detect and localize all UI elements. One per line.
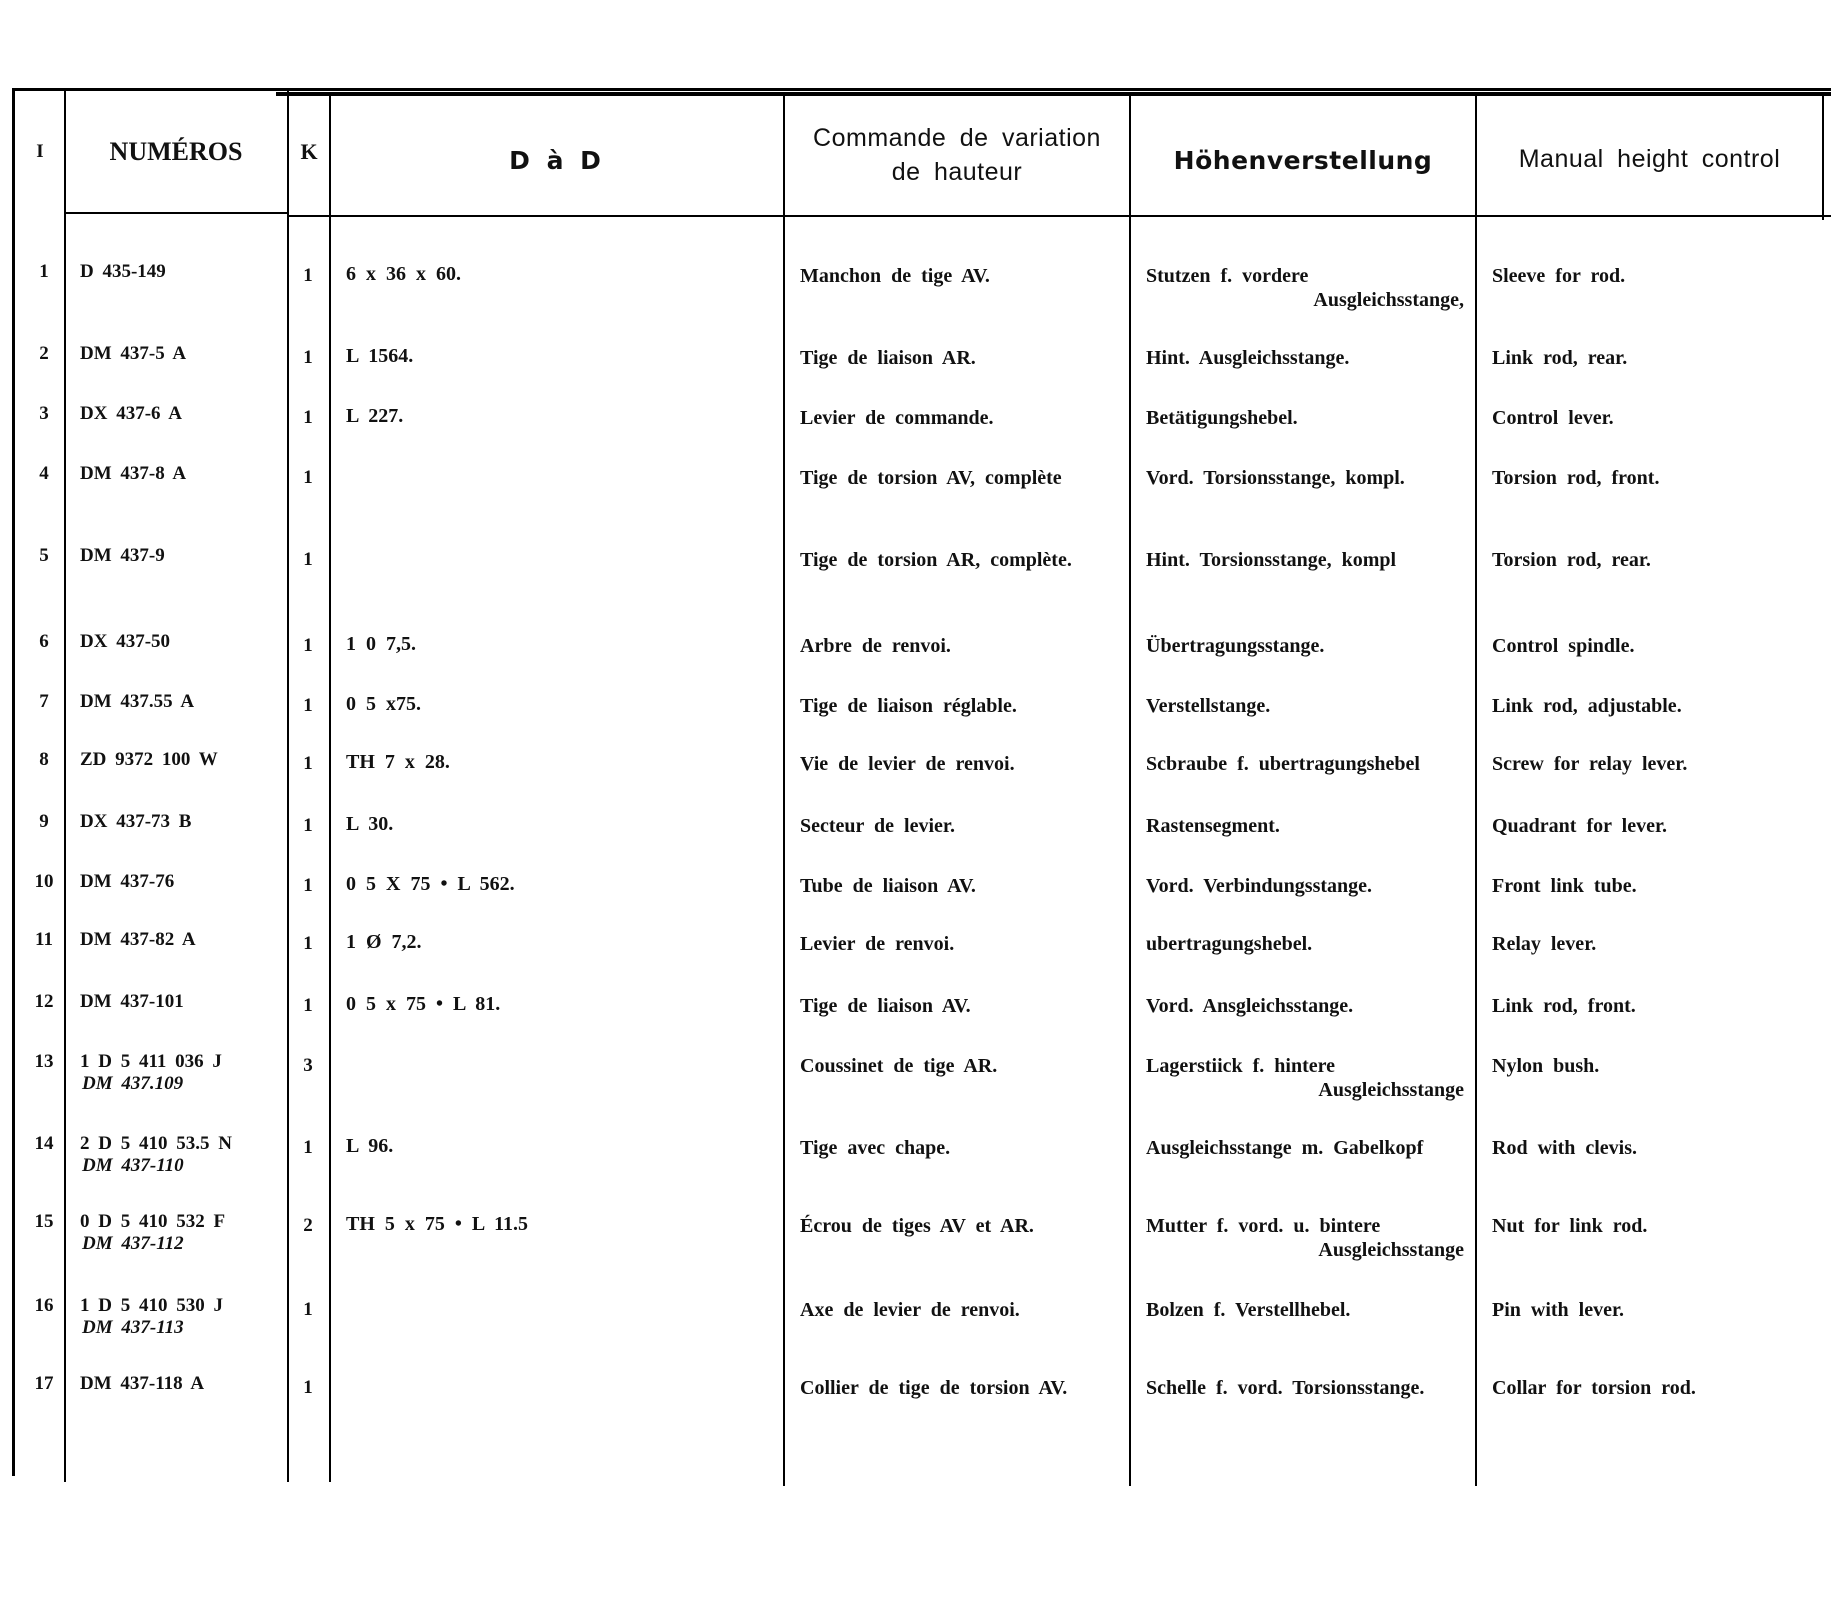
part-number: DM 437-76 xyxy=(80,871,175,892)
description-french: Axe de levier de renvoi. xyxy=(800,1299,1020,1321)
part-number: 1 D 5 410 530 J xyxy=(80,1295,223,1316)
dimensions: 1 Ø 7,2. xyxy=(346,931,422,953)
row-number: 2 xyxy=(39,343,49,364)
quantity: 1 xyxy=(303,875,313,896)
description-english: Front link tube. xyxy=(1492,875,1637,897)
row-number: 5 xyxy=(39,545,49,566)
col-divider-4 xyxy=(783,96,785,1486)
col-divider-2 xyxy=(287,88,289,1482)
dimensions: L 1564. xyxy=(346,345,414,367)
quantity: 1 xyxy=(303,995,313,1016)
row-number: 9 xyxy=(39,811,49,832)
quantity: 1 xyxy=(303,815,313,836)
row-number: 8 xyxy=(39,749,49,770)
part-number: DM 437-118 A xyxy=(80,1373,205,1394)
quantity: 1 xyxy=(303,695,313,716)
description-french: Tige de torsion AR, complète. xyxy=(800,549,1072,571)
description-english: Link rod, front. xyxy=(1492,995,1636,1017)
part-number: ZD 9372 100 W xyxy=(80,749,218,770)
quantity: 1 xyxy=(303,753,313,774)
header-french xyxy=(785,100,1129,212)
description-french: Manchon de tige AV. xyxy=(800,265,990,287)
quantity: 1 xyxy=(303,407,313,428)
description-french: Tige de liaison AR. xyxy=(800,347,976,369)
description-english: Relay lever. xyxy=(1492,933,1597,955)
col-divider-6 xyxy=(1475,96,1477,1486)
row-number: 13 xyxy=(34,1051,54,1072)
description-french: Écrou de tiges AV et AR. xyxy=(800,1215,1034,1237)
quantity: 2 xyxy=(303,1215,313,1236)
header-dims: D à D xyxy=(509,145,605,175)
part-number: 1 D 5 411 036 J xyxy=(80,1051,222,1072)
description-german: Betätigungshebel. xyxy=(1146,407,1298,429)
quantity: 1 xyxy=(303,549,313,570)
description-english: Sleeve for rod. xyxy=(1492,265,1626,287)
description-german: Rastensegment. xyxy=(1146,815,1280,837)
part-number: D 435-149 xyxy=(80,261,166,282)
row-number: 6 xyxy=(39,631,49,652)
description-german-cont: Ausgleichsstange xyxy=(1318,1079,1464,1101)
dimensions: L 96. xyxy=(346,1135,394,1157)
col-divider-0 xyxy=(12,88,15,1476)
row-number: 14 xyxy=(34,1133,54,1154)
description-english: Nylon bush. xyxy=(1492,1055,1600,1077)
description-english: Control lever. xyxy=(1492,407,1614,429)
description-french: Tige avec chape. xyxy=(800,1137,951,1159)
dimensions: 0 5 X 75 • L 562. xyxy=(346,873,515,895)
quantity: 1 xyxy=(303,265,313,286)
description-german: Bolzen f. Verstellhebel. xyxy=(1146,1299,1351,1321)
description-german: ubertragungshebel. xyxy=(1146,933,1313,955)
quantity: 1 xyxy=(303,347,313,368)
quantity: 1 xyxy=(303,1377,313,1398)
header-qty: K xyxy=(300,139,318,164)
col-divider-5 xyxy=(1129,96,1131,1486)
header-rule-left xyxy=(64,212,288,214)
description-english: Torsion rod, rear. xyxy=(1492,549,1651,571)
quantity: 1 xyxy=(303,467,313,488)
col-divider-3 xyxy=(329,96,331,1482)
part-number: 2 D 5 410 53.5 N xyxy=(80,1133,232,1154)
dimensions: L 227. xyxy=(346,405,404,427)
description-german: Vord. Ansgleichsstange. xyxy=(1146,995,1354,1017)
dimensions: TH 7 x 28. xyxy=(346,751,450,773)
part-number-secondary: DM 437-112 xyxy=(82,1233,184,1254)
part-number: DM 437-5 A xyxy=(80,343,187,364)
row-number: 15 xyxy=(34,1211,54,1232)
description-french: Levier de commande. xyxy=(800,407,994,429)
dimensions: 0 5 x75. xyxy=(346,693,421,715)
quantity: 1 xyxy=(303,1137,313,1158)
header-english: Manual height control xyxy=(1518,145,1781,174)
header-french-text: Commande de variation de hauteur xyxy=(813,124,1101,186)
header-numeros: NUMÉROS xyxy=(109,137,243,166)
description-french: Coussinet de tige AR. xyxy=(800,1055,998,1077)
row-number: 3 xyxy=(39,403,49,424)
description-german: Schelle f. vord. Torsionsstange. xyxy=(1146,1377,1425,1399)
description-german: Übertragungsstange. xyxy=(1146,635,1325,657)
description-french: Tige de liaison AV. xyxy=(800,995,971,1017)
description-english: Link rod, rear. xyxy=(1492,347,1628,369)
description-french: Levier de renvoi. xyxy=(800,933,955,955)
row-number: 1 xyxy=(39,261,49,282)
description-german: Mutter f. vord. u. bintere xyxy=(1146,1215,1381,1237)
description-german: Ausgleichsstange m. Gabelkopf xyxy=(1146,1137,1424,1159)
part-number: DM 437-8 A xyxy=(80,463,187,484)
part-number: DM 437.55 A xyxy=(80,691,195,712)
quantity: 1 xyxy=(303,635,313,656)
description-german: Scbraube f. ubertragungshebel xyxy=(1146,753,1420,775)
col-divider-1 xyxy=(64,88,66,1482)
part-number: 0 D 5 410 532 F xyxy=(80,1211,226,1232)
part-number-secondary: DM 437-113 xyxy=(82,1317,184,1338)
dimensions: 6 x 36 x 60. xyxy=(346,263,461,285)
description-french: Collier de tige de torsion AV. xyxy=(800,1377,1068,1399)
dimensions: TH 5 x 75 • L 11.5 xyxy=(346,1213,529,1235)
description-german: Hint. Torsionsstange, kompl xyxy=(1146,549,1397,571)
description-french: Tige de liaison réglable. xyxy=(800,695,1017,717)
quantity: 1 xyxy=(303,933,313,954)
part-number: DM 437-9 xyxy=(80,545,165,566)
description-german: Stutzen f. vordere xyxy=(1146,265,1309,287)
dimensions: 0 5 x 75 • L 81. xyxy=(346,993,501,1015)
description-german: Lagerstiick f. hintere xyxy=(1146,1055,1336,1077)
description-english: Rod with clevis. xyxy=(1492,1137,1637,1159)
part-number: DX 437-6 A xyxy=(80,403,182,424)
description-english: Link rod, adjustable. xyxy=(1492,695,1682,717)
description-english: Collar for torsion rod. xyxy=(1492,1377,1696,1399)
description-english: Nut for link rod. xyxy=(1492,1215,1648,1237)
description-french: Tube de liaison AV. xyxy=(800,875,976,897)
description-french: Vie de levier de renvoi. xyxy=(800,753,1015,775)
col-divider-7 xyxy=(1822,96,1824,220)
description-german: Vord. Verbindungsstange. xyxy=(1146,875,1373,897)
part-number-secondary: DM 437.109 xyxy=(82,1073,184,1094)
description-english: Screw for relay lever. xyxy=(1492,753,1688,775)
dimensions: 1 0 7,5. xyxy=(346,633,416,655)
description-english: Quadrant for lever. xyxy=(1492,815,1667,837)
top-rule xyxy=(12,88,1831,91)
description-english: Control spindle. xyxy=(1492,635,1635,657)
part-number: DM 437-101 xyxy=(80,991,184,1012)
description-french: Arbre de renvoi. xyxy=(800,635,951,657)
description-english: Pin with lever. xyxy=(1492,1299,1625,1321)
part-number: DX 437-50 xyxy=(80,631,171,652)
row-number: 17 xyxy=(34,1373,54,1394)
row-number: 7 xyxy=(39,691,49,712)
description-german: Hint. Ausgleichsstange. xyxy=(1146,347,1350,369)
row-number: 4 xyxy=(39,463,49,484)
header-index: I xyxy=(36,141,44,162)
part-number-secondary: DM 437-110 xyxy=(82,1155,184,1176)
description-german-cont: Ausgleichsstange xyxy=(1318,1239,1464,1261)
row-number: 10 xyxy=(34,871,54,892)
header-rule-right xyxy=(288,215,1831,217)
quantity: 1 xyxy=(303,1299,313,1320)
description-german-cont: Ausgleichsstange, xyxy=(1313,289,1464,311)
part-number: DX 437-73 B xyxy=(80,811,192,832)
dimensions: L 30. xyxy=(346,813,394,835)
header-german: Höhenverstellung xyxy=(1173,145,1433,175)
description-german: Vord. Torsionsstange, kompl. xyxy=(1146,467,1405,489)
row-number: 12 xyxy=(34,991,54,1012)
description-french: Secteur de levier. xyxy=(800,815,955,837)
quantity: 3 xyxy=(303,1055,313,1076)
top-rule-right xyxy=(276,92,1831,96)
row-number: 11 xyxy=(35,929,53,950)
description-german: Verstellstange. xyxy=(1146,695,1271,717)
description-english: Torsion rod, front. xyxy=(1492,467,1660,489)
row-number: 16 xyxy=(34,1295,54,1316)
part-number: DM 437-82 A xyxy=(80,929,196,950)
description-french: Tige de torsion AV, complète xyxy=(800,467,1062,489)
